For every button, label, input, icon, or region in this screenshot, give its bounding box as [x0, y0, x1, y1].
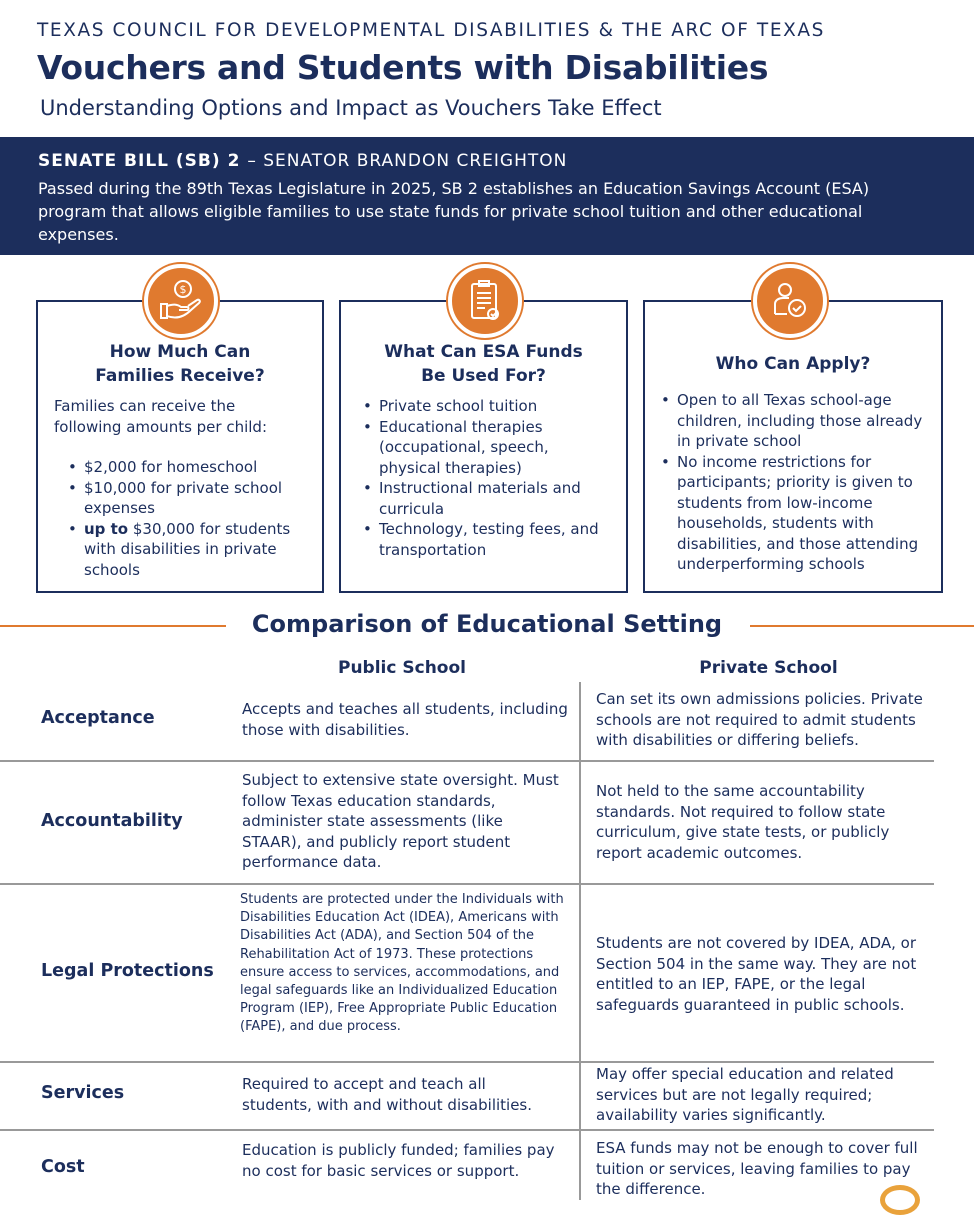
organization-line: TEXAS COUNCIL FOR DEVELOPMENTAL DISABILITIES & THE ARC OF TEXAS	[37, 20, 825, 41]
card-esa-uses	[339, 300, 628, 593]
bill-name: SENATE BILL (SB) 2	[38, 151, 241, 171]
public-cell: Subject to extensive state oversight. Must follow Texas education standards, administer state assessments (like STAAR), and publicly report student performance data.	[242, 771, 559, 871]
card-eligibility	[643, 300, 943, 593]
public-cell: Students are protected under the Individuals with Disabilities Education Act (IDEA), Americans with Disabilities Act (ADA), and Section 504 of the Rehabilitation Act of 1973. These protections ensure access to services, accommodations, and legal safeguards like an Individualized Education Program (IEP), Free Appropriate Public Education (FAPE), and due process.	[240, 892, 564, 1035]
private-cell: Not held to the same accountability standards. Not required to follow state curriculum, give state tests, or publicly report academic outcomes.	[596, 782, 890, 862]
hand-dollar-icon	[144, 264, 218, 338]
clipboard-check-icon	[448, 264, 522, 338]
list-item	[62, 519, 306, 581]
private-cell: Students are not covered by IDEA, ADA, or Section 504 in the same way. They are not entitled to an IEP, FAPE, or the legal safeguards guaranteed in public schools.	[596, 934, 917, 1014]
card-title: How Much Can Families Receive?	[95, 342, 265, 386]
list-item: • Open to all Texas school-age children, including those already in private school	[655, 390, 937, 452]
column-header-public: Public School	[338, 658, 466, 678]
row-label: Acceptance	[41, 708, 155, 728]
public-cell: Accepts and teaches all students, including those with disabilities.	[242, 700, 568, 739]
bill-description: Passed during the 89th Texas Legislature in 2025, SB 2 establishes an Education Savings Account (ESA) program that allows eligible families to use state funds for private school tuition and other educational expenses.	[38, 179, 870, 244]
private-cell: Can set its own admissions policies. Private schools are not required to admit students with disabilities or differing beliefs.	[596, 690, 923, 749]
svg-text:$: $	[179, 283, 187, 296]
private-cell: ESA funds may not be enough to cover full tuition or services, leaving families to pay the difference.	[596, 1139, 918, 1198]
page-title: Vouchers and Students with Disabilities	[37, 48, 769, 87]
card-funding-amount	[36, 300, 324, 593]
column-header-private: Private School	[699, 658, 838, 678]
person-check-icon	[753, 264, 827, 338]
row-label: Cost	[41, 1157, 85, 1177]
bill-sponsor: – SENATOR BRANDON CREIGHTON	[247, 151, 568, 171]
page-subtitle: Understanding Options and Impact as Vouchers Take Effect	[40, 96, 662, 120]
public-cell: Education is publicly funded; families pay no cost for basic services or support.	[242, 1141, 555, 1180]
bill-heading	[38, 151, 936, 171]
bill-banner	[0, 137, 974, 255]
public-cell: Required to accept and teach all students, with and without disabilities.	[242, 1075, 533, 1114]
card-intro: Families can receive the following amounts per child:	[54, 397, 268, 436]
list-item: • Private school tuition	[357, 396, 610, 417]
list-item: • Educational therapies (occupational, speech, physical therapies)	[357, 417, 610, 479]
row-label: Accountability	[41, 811, 183, 831]
card-list	[645, 390, 941, 575]
row-label: Services	[41, 1083, 125, 1103]
card-list	[341, 396, 626, 560]
row-label: Legal Protections	[41, 961, 214, 981]
private-cell: May offer special education and related services but are not legally required; availability varies significantly.	[596, 1065, 894, 1124]
list-item: • Instructional materials and curricula	[357, 478, 610, 519]
comparison-title: Comparison of Educational Setting	[251, 610, 723, 638]
item-text: $30,000 for students with disabilities in private schools	[84, 519, 291, 579]
list-item: • $2,000 for homeschool	[62, 457, 306, 478]
list-item: • $10,000 for private school expenses	[62, 478, 306, 519]
list-item: • No income restrictions for participants; priority is given to students from low-income households, students with disabilities, and those attending underperforming schools	[655, 452, 937, 575]
card-title: Who Can Apply?	[715, 354, 871, 374]
card-list	[54, 457, 306, 580]
card-title: What Can ESA Funds Be Used For?	[384, 342, 583, 386]
bold-prefix: up to	[84, 519, 129, 538]
logo-fragment	[880, 1185, 920, 1215]
list-item: • Technology, testing fees, and transportation	[357, 519, 610, 560]
